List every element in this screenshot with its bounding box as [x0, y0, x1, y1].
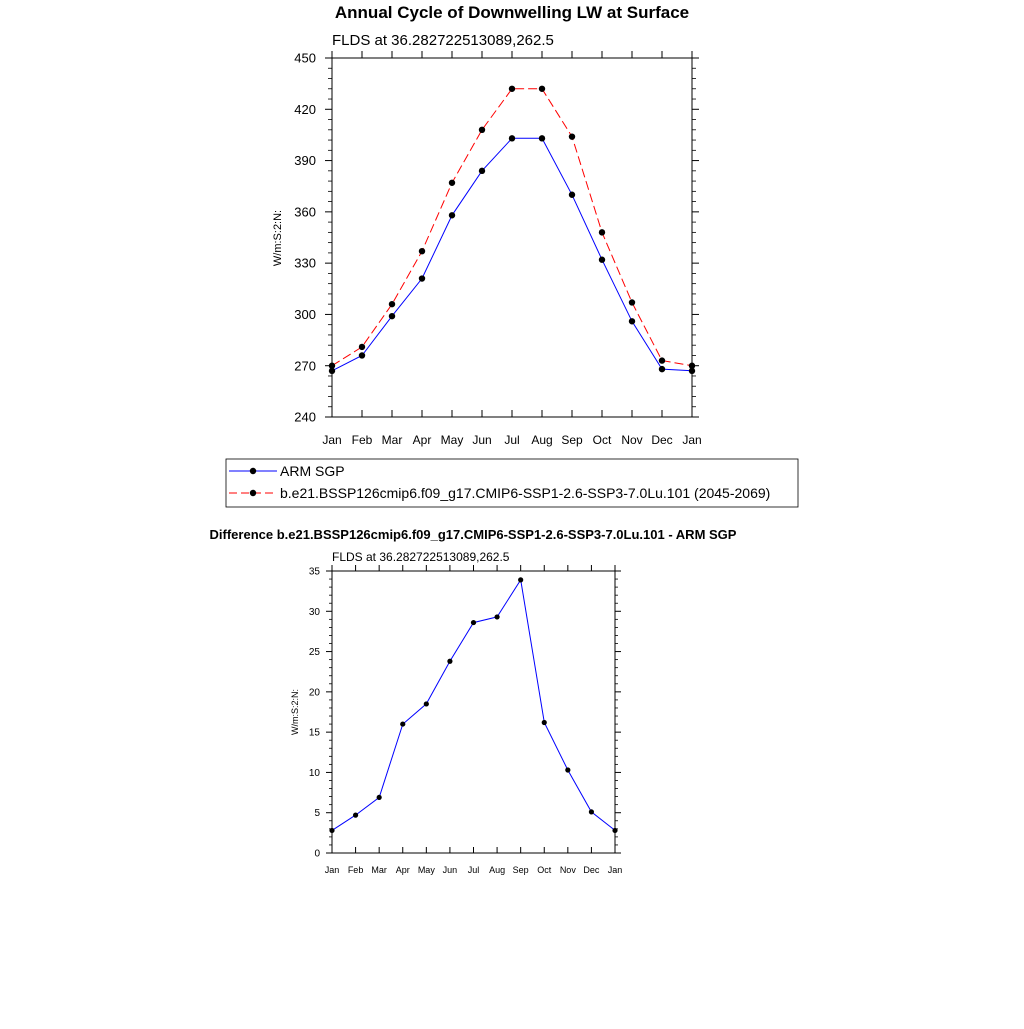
chart1-data-point [479, 168, 485, 174]
chart1-data-point [659, 357, 665, 363]
chart2-y-tick-label: 10 [308, 767, 320, 779]
chart1-x-tick-label: Sep [561, 433, 583, 447]
chart1-data-point [659, 366, 665, 372]
chart2-data-point [518, 577, 523, 582]
difference-chart [210, 527, 737, 875]
chart1-data-point [629, 299, 635, 305]
chart1-data-point [569, 133, 575, 139]
legend-entry-model [229, 485, 770, 501]
chart1-data-point [389, 301, 395, 307]
chart2-x-tick-label: Jan [324, 865, 340, 875]
chart2-y-axis-label: W/m:S:2:N: [290, 688, 300, 736]
chart1-y-tick-label: 450 [294, 50, 316, 66]
chart1-x-tick-label: Jul [504, 433, 520, 447]
chart2-x-tick-label: Feb [347, 865, 364, 875]
chart2-y-tick-label: 20 [308, 687, 320, 699]
chart1-data-point [389, 313, 395, 319]
chart2-y-tick-label: 15 [308, 727, 320, 739]
chart2-x-tick-label: May [417, 865, 435, 875]
chart1-x-tick-label: Oct [592, 433, 612, 447]
chart1-y-tick-label: 420 [294, 101, 316, 117]
chart1-x-tick-label: Jan [682, 433, 702, 447]
chart2-series [329, 577, 617, 833]
chart2-data-point [589, 809, 594, 814]
chart1-data-point [539, 135, 545, 141]
chart2-y-tick-label: 5 [314, 808, 320, 820]
chart1-x-tick-label: Jun [472, 433, 492, 447]
chart1-legend [226, 459, 798, 507]
chart1-data-point [419, 275, 425, 281]
chart2-data-point [565, 767, 570, 772]
chart2-data-point [494, 614, 499, 619]
chart2-y-tick-label: 0 [314, 848, 320, 860]
chart2-data-point [377, 795, 382, 800]
chart2-data-point [353, 813, 358, 818]
chart1-data-point [599, 229, 605, 235]
chart1-x-tick-label: Dec [651, 433, 673, 447]
chart1-data-point [599, 257, 605, 263]
chart2-data-point [424, 701, 429, 706]
chart1-series [329, 86, 695, 374]
chart2-subtitle: FLDS at 36.282722513089,262.5 [332, 550, 510, 564]
chart1-x-tick-label: May [440, 433, 464, 447]
chart1-y-tick-label: 300 [294, 306, 316, 322]
chart1-plot-frame [332, 58, 692, 417]
chart2-data-point [447, 659, 452, 664]
chart1-ticks [294, 51, 701, 447]
legend-label-model: b.e21.BSSP126cmip6.f09_g17.CMIP6-SSP1-2.6-SSP3-7.0Lu.101 (2045-2069) [280, 485, 771, 501]
chart1-x-tick-label: Feb [351, 433, 373, 447]
chart1-data-point [539, 86, 545, 92]
chart1-data-point [419, 248, 425, 254]
chart2-x-tick-label: Apr [395, 865, 410, 875]
chart1-y-tick-label: 330 [294, 255, 316, 271]
chart1-data-point [479, 127, 485, 133]
chart2-x-tick-label: Oct [537, 865, 552, 875]
annual-cycle-chart [272, 3, 702, 447]
chart1-data-point [689, 363, 695, 369]
chart1-y-tick-label: 270 [294, 358, 316, 374]
chart1-x-tick-label: Apr [412, 433, 432, 447]
chart1-data-point [509, 135, 515, 141]
chart1-data-point [449, 180, 455, 186]
chart2-data-point [400, 721, 405, 726]
chart2-x-tick-label: Dec [583, 865, 600, 875]
legend-marker-arm-sgp [250, 468, 256, 474]
chart2-data-point [329, 828, 334, 833]
chart1-x-tick-label: Mar [381, 433, 403, 447]
chart2-x-tick-label: Nov [559, 865, 576, 875]
chart2-x-tick-label: Mar [371, 865, 387, 875]
chart1-data-point [359, 352, 365, 358]
chart1-y-tick-label: 390 [294, 153, 316, 169]
chart2-plot-frame [332, 571, 615, 853]
legend-marker-model [250, 490, 256, 496]
chart2-x-tick-label: Sep [512, 865, 529, 875]
chart2-series-line-0 [332, 580, 615, 831]
chart2-data-point [612, 828, 617, 833]
chart2-ticks [309, 565, 622, 875]
chart2-y-tick-label: 25 [308, 647, 320, 659]
chart2-x-tick-label: Jan [607, 865, 623, 875]
chart1-y-tick-label: 360 [294, 204, 316, 220]
legend-label-arm-sgp: ARM SGP [280, 463, 345, 479]
chart2-x-tick-label: Aug [489, 865, 506, 875]
chart1-data-point [629, 318, 635, 324]
chart1-x-tick-label: Aug [531, 433, 553, 447]
chart2-x-tick-label: Jul [467, 865, 480, 875]
chart1-data-point [509, 86, 515, 92]
chart1-y-axis-label: W/m:S:2:N: [272, 209, 284, 267]
chart1-title: Annual Cycle of Downwelling LW at Surface [334, 3, 690, 22]
chart1-data-point [329, 363, 335, 369]
chart1-data-point [449, 212, 455, 218]
chart2-data-point [471, 620, 476, 625]
chart1-y-tick-label: 240 [294, 409, 316, 425]
chart1-data-point [359, 344, 365, 350]
chart1-subtitle: FLDS at 36.282722513089,262.5 [332, 32, 554, 49]
chart1-data-point [569, 192, 575, 198]
chart1-x-tick-label: Nov [621, 433, 643, 447]
chart2-title: Difference b.e21.BSSP126cmip6.f09_g17.CMIP6-SSP1-2.6-SSP3-7.0Lu.101 - ARM SGP [209, 527, 737, 542]
chart1-series-line-0 [332, 138, 692, 370]
chart2-y-tick-label: 35 [308, 566, 320, 578]
chart2-data-point [542, 720, 547, 725]
chart2-y-tick-label: 30 [308, 606, 320, 618]
chart1-x-tick-label: Jan [322, 433, 342, 447]
chart2-x-tick-label: Jun [442, 865, 458, 875]
